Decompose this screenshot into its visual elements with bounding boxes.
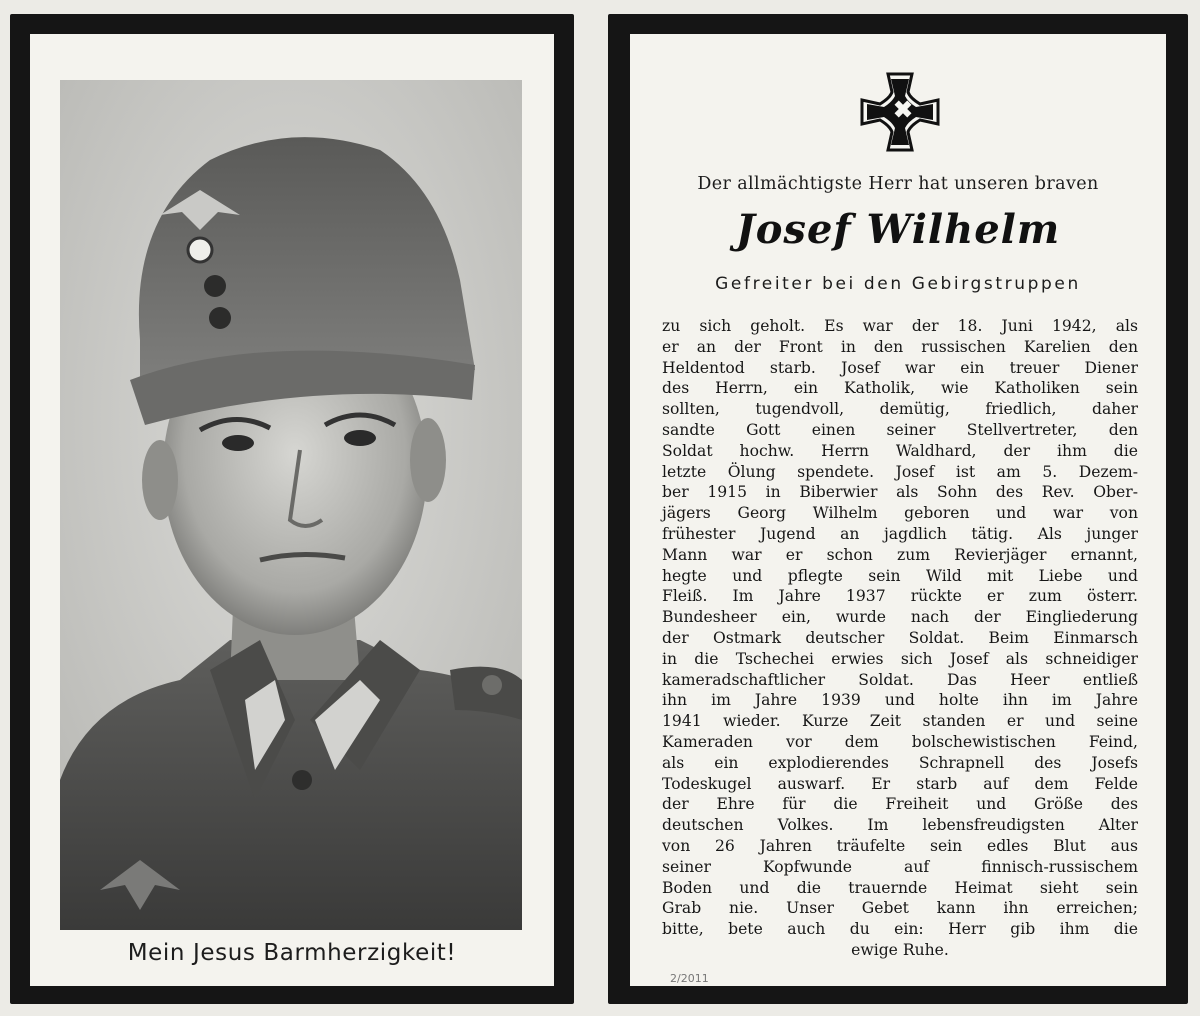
obituary-line: Todeskugel auswarf. Er starb auf dem Felde (662, 774, 1138, 793)
obituary-line: seiner Kopfwunde auf finnisch-russischem (662, 857, 1138, 876)
deceased-name: Josef Wilhelm (735, 206, 1061, 253)
obituary-line: zu sich geholt. Es war der 18. Juni 1942, als (662, 317, 1138, 335)
obituary-line: Fleiß. Im Jahre 1937 rückte er zum österr. (662, 587, 1138, 606)
obituary-line: er an der Front in den russischen Karelien den (662, 337, 1138, 356)
obituary-line: 1941 wieder. Kurze Zeit standen er und seine (662, 712, 1138, 731)
print-mark: 2/2011 (670, 972, 709, 985)
obituary-line: der Ostmark deutscher Soldat. Beim Einmarsch (662, 628, 1138, 647)
obituary-line: ber 1915 in Biberwier als Sohn des Rev. Ober- (662, 483, 1138, 502)
intro-line: Der allmächtigste Herr hat unseren braven (697, 174, 1099, 194)
iron-cross-icon (858, 70, 942, 154)
left-card-border (10, 14, 574, 1004)
right-card-border (608, 14, 1188, 1004)
obituary-line: deutschen Volkes. Im lebensfreudigsten Alter (662, 816, 1138, 835)
obituary-line: sandte Gott einen seiner Stellvertreter, den (662, 420, 1138, 439)
right-card-paper (630, 34, 1166, 986)
obituary-line: jägers Georg Wilhelm geboren und war von (662, 504, 1138, 523)
obituary-line: sollten, tugendvoll, demütig, friedlich, daher (662, 400, 1138, 419)
obituary-line: Boden und die trauernde Heimat sieht sein (662, 878, 1138, 897)
military-rank: Gefreiter bei den Gebirgstruppen (715, 274, 1081, 294)
obituary-line: ihn im Jahre 1939 und holte ihn im Jahre (662, 691, 1138, 710)
obituary-line: ewige Ruhe. (851, 940, 949, 959)
obituary-line: als ein explodierendes Schrapnell des Josefs (662, 753, 1138, 772)
obituary-line: Bundesheer ein, wurde nach der Eingliederung (662, 608, 1138, 627)
obituary-line: hegte und pflegte sein Wild mit Liebe und (662, 566, 1138, 585)
soldier-portrait (60, 80, 522, 930)
obituary-line: des Herrn, ein Katholik, wie Katholiken sein (662, 379, 1138, 398)
obituary-text (662, 316, 1138, 961)
obituary-line: letzte Ölung spendete. Josef ist am 5. Dezem- (662, 462, 1138, 481)
obituary-line: bitte, bete auch du ein: Herr gib ihm die (662, 920, 1138, 939)
obituary-line: frühester Jugend an jagdlich tätig. Als junger (662, 524, 1138, 543)
obituary-line: in die Tschechei erwies sich Josef als schneidiger (662, 649, 1138, 668)
obituary-line: Heldentod starb. Josef war ein treuer Diener (662, 358, 1138, 377)
obituary-line: kameradschaftlicher Soldat. Das Heer entließ (662, 670, 1138, 689)
obituary-line: Grab nie. Unser Gebet kann ihn erreichen; (662, 899, 1138, 918)
obituary-line: von 26 Jahren träufelte sein edles Blut aus (662, 836, 1138, 855)
left-card-paper (30, 34, 554, 986)
portrait-caption: Mein Jesus Barmherzigkeit! (127, 940, 457, 966)
obituary-line: der Ehre für die Freiheit und Größe des (662, 795, 1138, 814)
obituary-line: Mann war er schon zum Revierjäger ernannt, (662, 545, 1138, 564)
portrait-illustration (60, 80, 522, 930)
obituary-line: Soldat hochw. Herrn Waldhard, der ihm die (662, 441, 1138, 460)
obituary-line: Kameraden vor dem bolschewistischen Feind, (662, 732, 1138, 751)
